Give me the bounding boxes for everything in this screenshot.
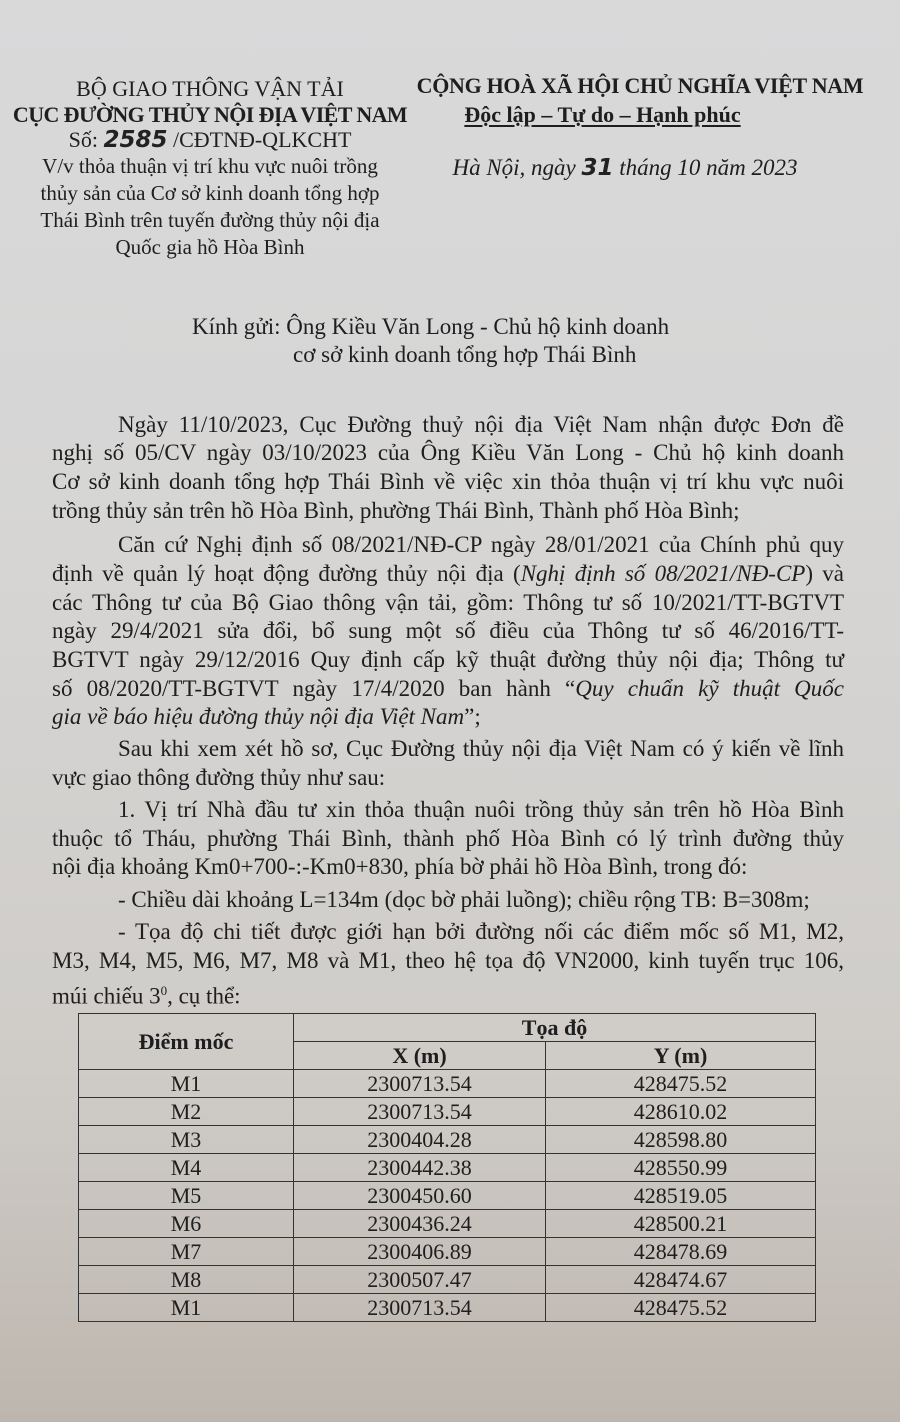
paragraph-1-line: nghị số 05/CV ngày 03/10/2023 của Ông Kiều Văn Long - Chủ hộ kinh doanh: [52, 440, 844, 465]
table-row: M5 2300450.60 428519.05: [79, 1182, 816, 1210]
paragraph-1-line: Cơ sở kinh doanh tổng hợp Thái Bình về việc xin thỏa thuận vị trí khu vực nuôi: [52, 469, 844, 494]
subject-line: Thái Bình trên tuyến đường thủy nội địa: [40, 208, 380, 232]
header-y: Y (m): [546, 1042, 816, 1070]
recipient-line-2: cơ sở kinh doanh tổng hợp Thái Bình: [293, 342, 637, 367]
paragraph-4-line: nội địa khoảng Km0+700-:-Km0+830, phía bờ phải hồ Hòa Bình, trong đó:: [52, 854, 748, 879]
paragraph-2-line: ngày 29/4/2021 sửa đổi, bổ sung một số điều của Thông tư số 46/2016/TT-: [52, 618, 844, 643]
coordinates-intro-line: M3, M4, M5, M6, M7, M8 và M1, theo hệ tọa độ VN2000, kinh tuyến trục 106,: [52, 948, 844, 973]
number-handwritten: 2585: [103, 127, 168, 153]
paragraph-2-line: BGTVT ngày 29/12/2016 Quy định cấp kỹ thuật đường thủy nội địa; Thông tư: [52, 647, 844, 672]
recipient-line-1: Kính gửi: Ông Kiều Văn Long - Chủ hộ kinh doanh: [192, 314, 670, 339]
coordinates-intro-line: - Tọa độ chi tiết được giới hạn bởi đường nối các điểm mốc số M1, M2,: [118, 919, 844, 944]
paragraph-1-line: trồng thủy sản trên hồ Hòa Bình, phường Thái Bình, Thành phố Hòa Bình;: [52, 498, 740, 523]
table-row: M6 2300436.24 428500.21: [79, 1210, 816, 1238]
table-row: M4 2300442.38 428550.99: [79, 1154, 816, 1182]
paragraph-3-line: vực giao thông đường thủy như sau:: [52, 765, 386, 790]
agency-name: CỤC ĐƯỜNG THỦY NỘI ĐỊA VIỆT NAM: [12, 102, 408, 127]
header-x: X (m): [294, 1042, 546, 1070]
table-row: M1 2300713.54 428475.52: [79, 1070, 816, 1098]
coordinates-intro-line: múi chiếu $3^0$, cụ thể:: [52, 983, 241, 1009]
paragraph-1-line: Ngày 11/10/2023, Cục Đường thuỷ nội địa Việt Nam nhận được Đơn đề: [118, 412, 844, 437]
paragraph-4-line: thuộc tổ Tháu, phường Thái Bình, thành phố Hòa Bình có lý trình đường thủy: [52, 826, 844, 851]
header-coordinates: Tọa độ: [294, 1014, 816, 1042]
paragraph-3-line: Sau khi xem xét hồ sơ, Cục Đường thủy nội địa Việt Nam có ý kiến về lĩnh: [118, 736, 844, 761]
paragraph-2-line: các Thông tư của Bộ Giao thông vận tải, gồm: Thông tư số 10/2021/TT-BGTVT: [52, 590, 844, 615]
paragraph-2-line: số 08/2020/TT-BGTVT ngày 17/4/2020 ban hành “Quy chuẩn kỹ thuật Quốc: [52, 676, 844, 701]
place-date: Hà Nội, ngày 31 tháng 10 năm 2023: [452, 155, 798, 181]
document-number: [10, 126, 410, 154]
header-point: Điểm mốc: [79, 1014, 294, 1070]
subject-line: thủy sản của Cơ sở kinh doanh tổng hợp: [40, 181, 380, 205]
dimensions-line: - Chiều dài khoảng L=134m (dọc bờ phải luồng); chiều rộng TB: B=308m;: [118, 887, 810, 912]
paragraph-2-line: định về quản lý hoạt động đường thủy nội địa (Nghị định số 08/2021/NĐ-CP) và: [52, 561, 844, 586]
paragraph-2-line: gia về báo hiệu đường thủy nội địa Việt Nam”;: [52, 704, 481, 729]
number-suffix: /CĐTNĐ-QLKCHT: [172, 127, 352, 152]
table-row: M3 2300404.28 428598.80: [79, 1126, 816, 1154]
number-label: Số:: [68, 127, 98, 152]
national-motto: Độc lập – Tự do – Hạnh phúc: [464, 102, 741, 127]
table-row: M2 2300713.54 428610.02: [79, 1098, 816, 1126]
table-row: M1 2300713.54 428475.52: [79, 1294, 816, 1322]
nation-title: CỘNG HOÀ XÃ HỘI CHỦ NGHĨA VIỆT NAM: [416, 73, 864, 98]
subject-line: V/v thỏa thuận vị trí khu vực nuôi trồng: [42, 154, 378, 178]
table-row: M7 2300406.89 428478.69: [79, 1238, 816, 1266]
subject-line: Quốc gia hồ Hòa Bình: [115, 235, 305, 259]
paragraph-2-line: Căn cứ Nghị định số 08/2021/NĐ-CP ngày 28/01/2021 của Chính phủ quy: [118, 532, 844, 557]
date-day-handwritten: 31: [581, 155, 614, 181]
paragraph-4-line: 1. Vị trí Nhà đầu tư xin thỏa thuận nuôi trồng thủy sản trên hồ Hòa Bình: [118, 797, 844, 822]
coordinates-table: [78, 1013, 816, 1322]
subject-block: [10, 153, 410, 261]
ministry-name: BỘ GIAO THÔNG VẬN TẢI: [76, 76, 344, 101]
table-row: M8 2300507.47 428474.67: [79, 1266, 816, 1294]
